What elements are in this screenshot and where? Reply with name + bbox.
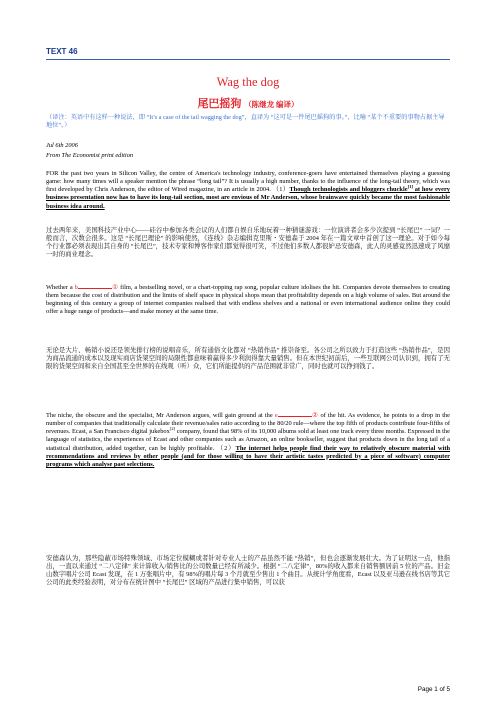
footnote-ref-2: [2]	[169, 426, 176, 432]
blank-2-number: ②	[311, 412, 319, 419]
paragraph-2-english	[46, 282, 450, 317]
blank-1-line	[78, 282, 112, 289]
chinese-title	[0, 95, 496, 111]
paragraph-2-chinese: 无论是大片、畅销小说还是领先排行榜的说唱音乐，所有通俗文化都对 “热销作品” 推崇备至。各公司之所以致力于打造这些 “热销作品”，是因为商品流通的成本以及现实商店货架空间的局限性都意味着赢得多少利润得靠大量销售。但在本世纪初前后，一些互联网公司认识到，拥有了无限的货架空间和来自全国甚至全世界的在线观（听）众，它们所能提供的产品范围就非常广，同时也就可以挣到钱了。	[46, 347, 450, 371]
chinese-title-text: 尾巴摇狗	[197, 98, 242, 110]
translator-byline: （陈继龙 编译）	[244, 100, 299, 109]
header-divider	[46, 59, 450, 60]
para1-underlined-text: Though technologists and bloggers chuckle	[289, 186, 408, 194]
para1-text: FOR the past two years in Silicon Valley, the centre of America's technology industry, conference-goers have entertained themselves playing a guessing game: how many times will a speaker mention the phrase “long tail”? It is usually a high number, thanks to the influence of the long-tail theory, which was first developed by Chris Anderson, the editor of Wired magazine, in an article in 2004. （1）	[46, 170, 450, 194]
blank-2-prefix: e	[274, 412, 278, 419]
article-date: Jul 6th 2006	[46, 142, 78, 149]
text-number-label: TEXT 46	[46, 47, 78, 56]
para2-text-b: film, a bestselling novel, or a chart-topping rap song, popular culture idolises the hit. Companies devote themselves to creating them because the cost of distribution and the limits of shelf space in physical shops mean that profitability depends on a high volume of sales. But around the beginning of this century a group of internet companies realised that with endless shelves and a national or even international audience online they could offer a huge range of products—and make money at the same time.	[46, 284, 450, 316]
article-meta	[46, 141, 450, 160]
para2-text-a: Whether a	[46, 284, 75, 291]
blank-1	[75, 284, 119, 291]
paragraph-1-english	[46, 170, 450, 211]
page-number: Page 1 of 5	[417, 686, 450, 693]
blank-1-number: ①	[111, 284, 119, 291]
para3-text-a: The niche, the obscure and the specialist, Mr Anderson argues, will gain ground at the	[46, 412, 275, 419]
blank-1-prefix: b	[74, 284, 78, 291]
para3-text-c: company, found that 98% of its 10,000 albums sold at least one track every three months. Expressed in the language of statistics, the experiences of Ecast and other companies such as Amazon, an online bookseller, suggest that products down in the long tail of a statistical distribution, added together, can be highly profitable. （2）	[46, 428, 450, 452]
article-source: From The Economist print edition	[46, 151, 134, 159]
blank-2-line	[278, 410, 312, 417]
paragraph-3-chinese: 安德森认为，那些隐蔽市场特殊领域、市场定位模糊或者针对专业人士的产品虽然不能 “热销”，但也会逐渐发展壮大。为了证明这一点，他指出，一直以来通过 “二八定律” 来计算收入/销售比的公司数量已经有所减少。根据 “二八定律”，80%的收入都来自销售额居前 5 位的产品。旧金山数字唱片公司 Ecast 发现，在 1 万张唱片中，有 98%的唱片每 3 个月就至少售出 1 个曲目。从统计学角度看，Ecast 以及亚马逊在线书店等其它公司的此类经验表明，对分布在统计图中 “长尾巴” 区域的产品进行集中销售，可以获	[46, 555, 450, 587]
para1-underlined-text-2: at how every business presentation now has to have its long-tail section, most are envious of Mr Anderson, whose brainwave quickly became the most fashionable business idea around.	[46, 186, 450, 210]
para3-text-b: of the hit. As evidence, he points to a drop in the number of companies that traditionally calculate their revenue/sales ratio according to the 80/20 rule—where the top fifth of products contribute four-fifths of revenues. Ecast, a San Francisco digital jukebox	[46, 412, 451, 436]
paragraph-3-english	[46, 410, 450, 469]
paragraph-1-chinese: 过去两年来，美国科技产业中心——硅谷中参加各类会议的人们都自娱自乐地玩着一种猜谜游戏：一位演讲者会多少次提到 “长尾巴” 一词？一般而言，次数会很多。这是 “长尾巴理论” 的影响使然，《连线》杂志编辑克里斯・安德森于 2004 年在一篇文章中首创了这一理论。对于如今每个行业都必须表现出其自身的 “长尾巴”，技术专家和博客作家们都觉得很可笑，不过他们多数人都很妒忌安德森，此人的灵感竟然迅速成了风靡一时的商业理念。	[46, 227, 450, 259]
translator-note: （译注：英语中有这样一种说法，即 “It’s a case of the tail wagging the dog”，直译为 “这可是一件尾巴摇狗的事。”，比喻 “某个不重要的事物占据主导地位”。）	[46, 114, 445, 130]
para3-underlined: The internet helps people find their way to relatively obscure material with recommendations and reviews by other people (and for those willing to have their artistic tastes predicted by a piece of software) computer programs which analyse past selections.	[46, 444, 450, 468]
footnote-ref-1: [1]	[407, 184, 413, 190]
english-title: Wag the dog	[216, 75, 280, 89]
blank-2	[275, 412, 319, 419]
